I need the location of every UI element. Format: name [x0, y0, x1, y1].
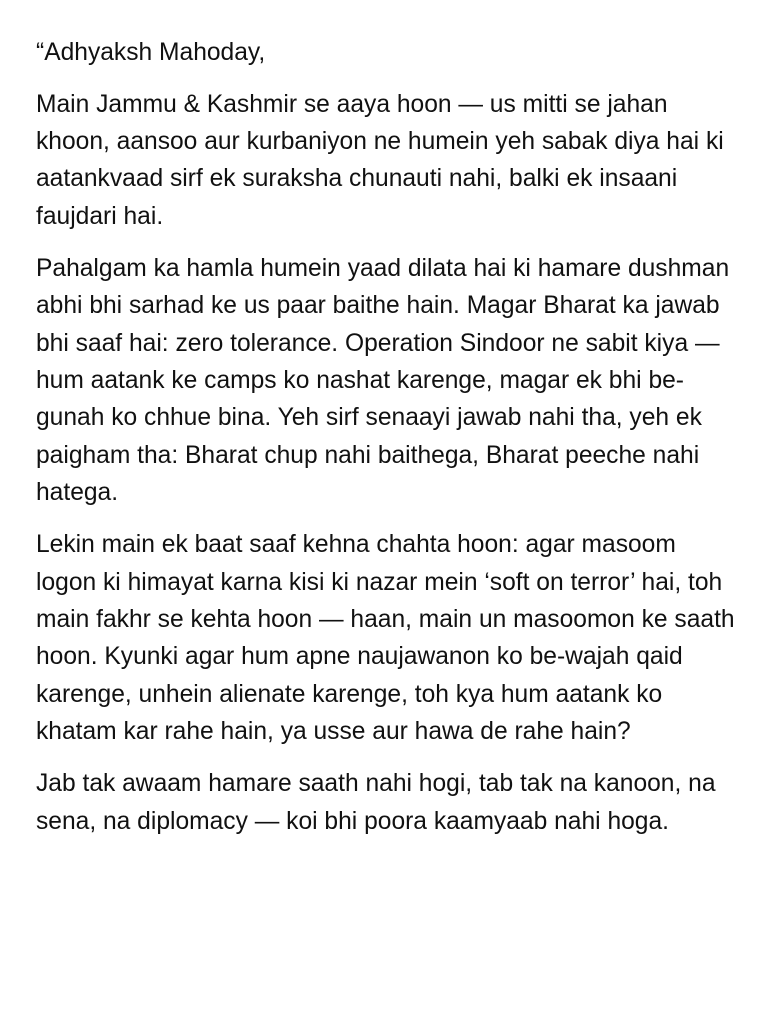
- paragraph-4: Jab tak awaam hamare saath nahi hogi, tab tak na kanoon, na sena, na diplomacy — koi bhi poora kaamyaab nahi hoga.: [36, 770, 716, 835]
- paragraph-1: Main Jammu & Kashmir se aaya hoon — us mitti se jahan khoon, aansoo aur kurbaniyon ne humein yeh sabak diya hai ki aatankvaad sirf ek suraksha chunauti nahi, balki ek insaani faujdari hai.: [36, 90, 724, 230]
- paragraph-2: Pahalgam ka hamla humein yaad dilata hai ki hamare dushman abhi bhi sarhad ke us paar baithe hain. Magar Bharat ka jawab bhi saaf hai: zero tolerance. Operation Sindoor ne sabit kiya — hum aatank ke camps ko nashat karenge, magar ek bhi be-gunah ko chhue bina. Yeh sirf senaayi jawab nahi tha, yeh ek paigham tha: Bharat chup nahi baithega, Bharat peeche nahi hatega.: [36, 254, 730, 507]
- speech-document: [36, 34, 736, 855]
- paragraph-3: Lekin main ek baat saaf kehna chahta hoon: agar masoom logon ki himayat karna kisi ki nazar mein ‘soft on terror’ hai, toh main fakhr se kehta hoon — haan, main un masoomon ke saath hoon. Kyunki agar hum apne naujawanon ko be-wajah qaid karenge, unhein alienate karenge, toh kya hum aatank ko khatam kar rahe hain, ya usse aur hawa de rahe hain?: [36, 531, 735, 746]
- salutation: “Adhyaksh Mahoday,: [36, 39, 266, 66]
